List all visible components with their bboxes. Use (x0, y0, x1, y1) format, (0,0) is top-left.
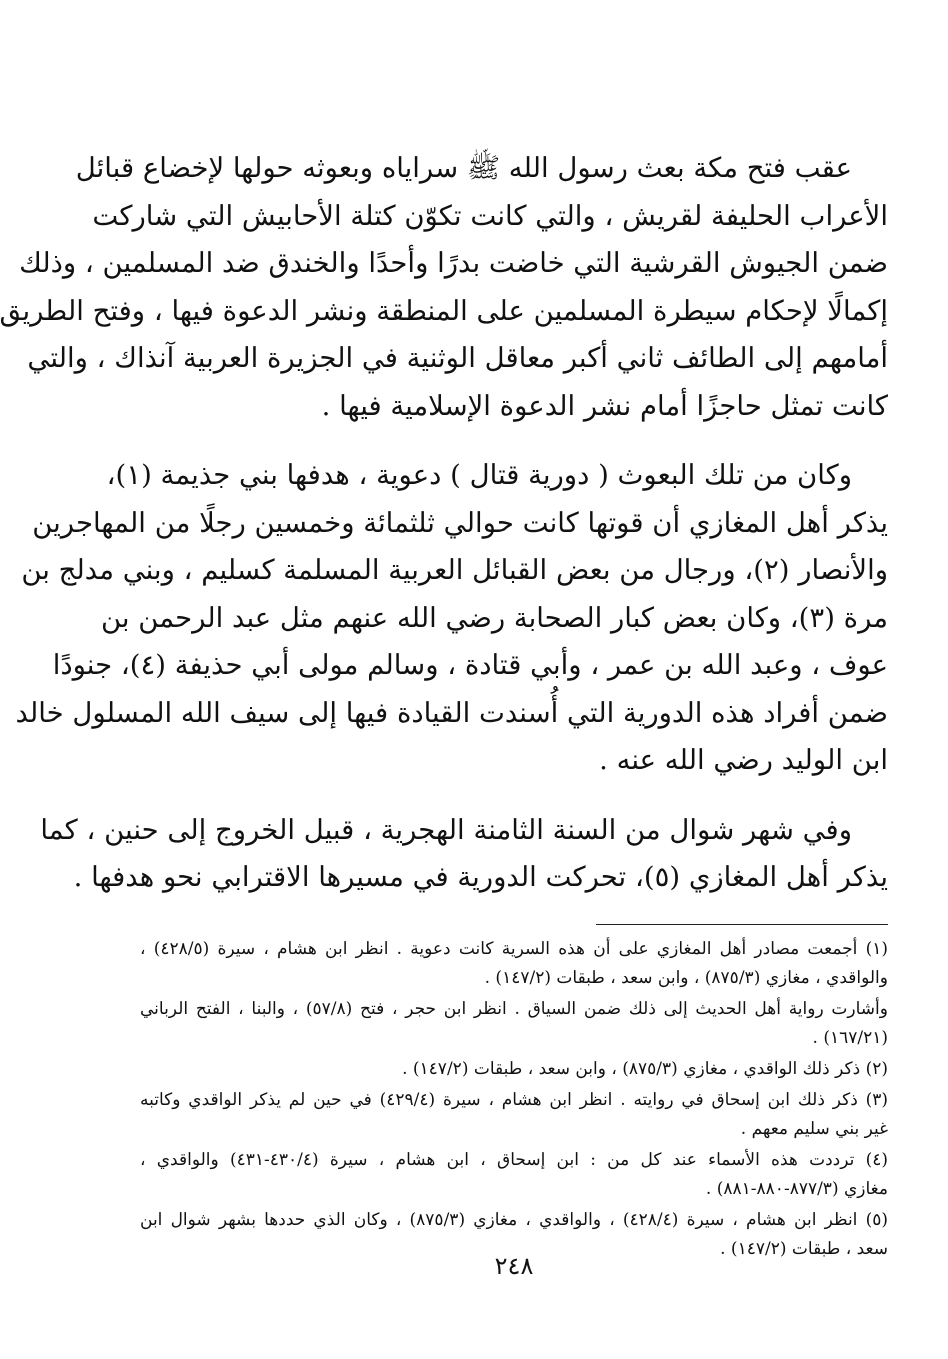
footnote-line: وأشارت رواية أهل الحديث إلى ذلك ضمن السياق . انظر ابن حجر ، فتح (٥٧/٨) ، والبنا ، الفتح الرباني (140, 998, 888, 1019)
footnote-line: (١) أجمعت مصادر أهل المغازي على أن هذه السرية كانت دعوية . انظر ابن هشام ، سيرة (٤٢٨/٥) ، (140, 938, 889, 959)
text-line: عوف ، وعبد الله بن عمر ، وأبي قتادة ، وسالم مولى أبي حذيفة (٤)، جنودًا (52, 649, 888, 681)
footnote-line: (٤) ترددت هذه الأسماء عند كل من : ابن إسحاق ، ابن هشام ، سيرة (٤٣٠/٤-٤٣١) والواقدي ، (140, 1149, 888, 1170)
main-text (0, 145, 888, 902)
text-line: مرة (٣)، وكان بعض كبار الصحابة رضي الله عنهم مثل عبد الرحمن بن (100, 601, 888, 634)
footnote-4 (140, 1146, 888, 1204)
text-line: وفي شهر شوال من السنة الثامنة الهجرية ، قبيل الخروج إلى حنين ، كما (40, 813, 852, 846)
footnote-line: سعد ، طبقات (١٤٧/٢) . (720, 1238, 888, 1259)
footnote-line: (١٦٧/٢١) . (812, 1027, 888, 1048)
text-line: أمامهم إلى الطائف ثاني أكبر معاقل الوثنية في الجزيرة العربية آنذاك ، والتي (27, 342, 888, 374)
footnote-line: غير بني سليم معهم . (740, 1118, 888, 1139)
footnote-1-continued (140, 995, 888, 1053)
paragraph-2 (15, 452, 888, 785)
text-line: يذكر أهل المغازي (٥)، تحركت الدورية في مسيرها الاقترابي نحو هدفها . (73, 861, 888, 893)
text-line: الأعراب الحليفة لقريش ، والتي كانت تكوّن كتلة الأحابيش التي شاركت (92, 199, 888, 232)
footnote-line: والواقدي ، مغازي (٨٧٥/٣) ، وابن سعد ، طبقات (١٤٧/٢) . (484, 967, 888, 988)
footnote-line: (٣) ذكر ذلك ابن إسحاق في روايته . انظر ابن هشام ، سيرة (٤٢٩/٤) في حين لم يذكر الواقدي وكاتبه (140, 1089, 888, 1110)
footnote-1 (140, 935, 888, 993)
text-line: ضمن أفراد هذه الدورية التي أُسندت القيادة فيها إلى سيف الله المسلول خالد (15, 696, 888, 729)
footnote-3 (140, 1086, 888, 1144)
footnotes (140, 935, 888, 1264)
book-page (0, 145, 889, 1359)
paragraph-1 (0, 145, 888, 430)
footnote-divider (596, 924, 888, 925)
text-line: ضمن الجيوش القرشية التي خاضت بدرًا وأحدًا والخندق ضد المسلمين ، وذلك (19, 247, 888, 279)
text-line: ابن الوليد رضي الله عنه . (599, 744, 888, 776)
text-line: إكمالًا لإحكام سيطرة المسلمين على المنطقة ونشر الدعوة فيها ، وفتح الطريق (0, 294, 888, 327)
footnote-line: مغازي (٨٧٧/٣-٨٨٠-٨٨١) . (705, 1178, 888, 1199)
footnote-2 (140, 1055, 888, 1084)
text-line: عقب فتح مكة بعث رسول الله ﷺ سراياه وبعوثه حولها لإخضاع قبائل (75, 152, 852, 184)
footnote-line: (٢) ذكر ذلك الواقدي ، مغازي (٨٧٥/٣) ، وابن سعد ، طبقات (١٤٧/٢) . (402, 1058, 888, 1079)
text-line: وكان من تلك البعوث ( دورية قتال ) دعوية ، هدفها بني جذيمة (١)، (106, 459, 852, 491)
text-line: والأنصار (٢)، ورجال من بعض القبائل العربية المسلمة كسليم ، وبني مدلج بن (21, 554, 888, 586)
text-line: يذكر أهل المغازي أن قوتها كانت حوالي ثلثمائة وخمسين رجلًا من المهاجرين (32, 506, 888, 539)
page-number: ٢٤٨ (494, 1252, 534, 1280)
paragraph-3 (40, 807, 888, 902)
footnote-line: (٥) انظر ابن هشام ، سيرة (٤٢٨/٤) ، والواقدي ، مغازي (٨٧٥/٣) ، وكان الذي حددها بشهر شوال ابن (140, 1209, 888, 1230)
text-line: كانت تمثل حاجزًا أمام نشر الدعوة الإسلامية فيها . (321, 389, 888, 422)
